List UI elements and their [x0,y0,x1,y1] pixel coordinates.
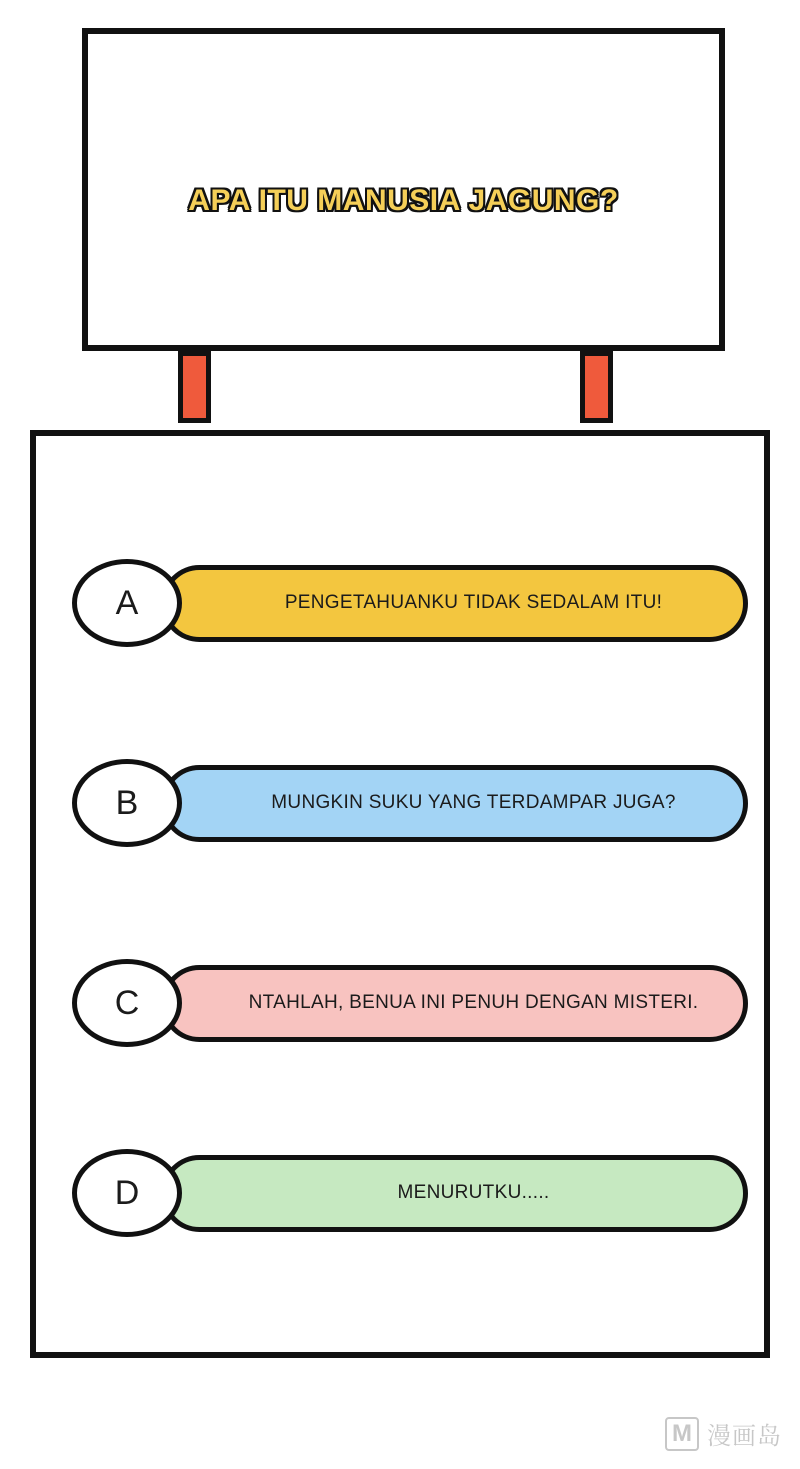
option-row-a[interactable] [72,559,748,647]
option-label-d: MENURUTKU..... [397,1182,550,1204]
board-leg-left [178,351,211,423]
option-label-b: MUNGKIN SUKU YANG TERDAMPAR JUGA? [271,792,676,814]
question-title: APA ITU MANUSIA JAGUNG? [188,184,619,217]
option-letter-c: C [72,959,182,1047]
option-row-b[interactable] [72,759,748,847]
option-bar-c[interactable] [161,965,748,1042]
option-row-d[interactable] [72,1149,748,1237]
option-letter-a: A [72,559,182,647]
board-leg-right [580,351,613,423]
option-letter-d: D [72,1149,182,1237]
option-row-c[interactable] [72,959,748,1047]
option-label-c: NTAHLAH, BENUA INI PENUH DENGAN MISTERI. [248,992,699,1014]
option-bar-d[interactable] [161,1155,748,1232]
option-bar-a[interactable] [161,565,748,642]
option-label-a: PENGETAHUANKU TIDAK SEDALAM ITU! [284,592,663,614]
watermark-logo-icon: M [665,1417,699,1451]
answer-options-panel [30,430,770,1358]
option-bar-b[interactable] [161,765,748,842]
watermark-text: 漫画岛 [707,1423,782,1450]
watermark [665,1416,782,1451]
option-letter-b: B [72,759,182,847]
question-board [82,28,725,351]
